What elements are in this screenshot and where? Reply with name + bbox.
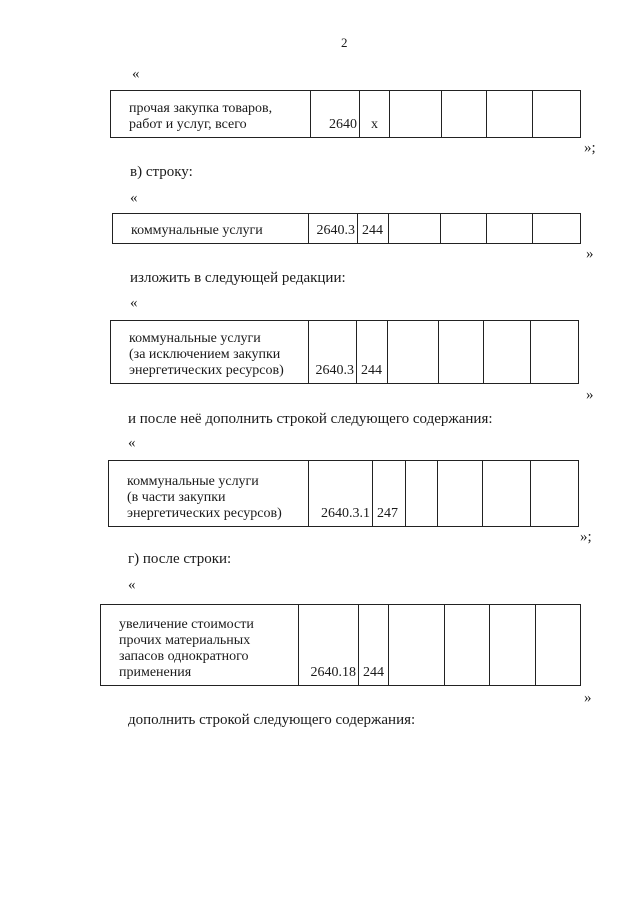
table-row — [113, 214, 581, 244]
open-quote: « — [130, 295, 138, 311]
budget-table-fragment — [110, 320, 579, 384]
close-quote: » — [584, 690, 592, 706]
budget-table-fragment — [108, 460, 579, 527]
table-row — [101, 605, 581, 686]
empty-cell — [484, 321, 531, 384]
instruction-text: в) строку: — [130, 164, 193, 180]
row-kosgu: 244 — [359, 605, 389, 686]
budget-table-fragment — [110, 90, 581, 138]
row-code: 2640.3 — [309, 321, 357, 384]
open-quote: « — [128, 577, 136, 593]
close-quote: » — [586, 246, 594, 262]
row-name: коммунальные услуги (в части закупки энергетических ресурсов) — [109, 461, 309, 527]
empty-cell — [442, 91, 487, 138]
row-kosgu: х — [360, 91, 390, 138]
empty-cell — [487, 91, 533, 138]
empty-cell — [445, 605, 490, 686]
empty-cell — [531, 321, 579, 384]
instruction-text: и после неё дополнить строкой следующего содержания: — [128, 411, 493, 427]
budget-table-fragment — [112, 213, 581, 244]
close-quote: » — [586, 387, 594, 403]
row-name: коммунальные услуги — [113, 214, 309, 244]
row-code: 2640.18 — [299, 605, 359, 686]
empty-cell — [487, 214, 533, 244]
close-quote: »; — [584, 140, 596, 156]
open-quote: « — [128, 435, 136, 451]
empty-cell — [389, 214, 441, 244]
table-row — [109, 461, 579, 527]
row-kosgu: 244 — [357, 321, 388, 384]
row-kosgu: 247 — [373, 461, 406, 527]
empty-cell — [536, 605, 581, 686]
empty-cell — [533, 214, 581, 244]
instruction-text: изложить в следующей редакции: — [130, 270, 346, 286]
empty-cell — [406, 461, 438, 527]
row-kosgu: 244 — [358, 214, 389, 244]
empty-cell — [531, 461, 579, 527]
row-code: 2640.3.1 — [309, 461, 373, 527]
budget-table-fragment — [100, 604, 581, 686]
row-name: коммунальные услуги (за исключением закупки энергетических ресурсов) — [111, 321, 309, 384]
row-name: увеличение стоимости прочих материальных запасов однократного применения — [101, 605, 299, 686]
table-row — [111, 91, 581, 138]
instruction-text: г) после строки: — [128, 551, 232, 567]
page-number: 2 — [341, 35, 348, 50]
table-row — [111, 321, 579, 384]
open-quote: « — [132, 66, 140, 82]
row-code: 2640 — [311, 91, 360, 138]
row-code: 2640.3 — [309, 214, 358, 244]
empty-cell — [483, 461, 531, 527]
empty-cell — [490, 605, 536, 686]
close-quote: »; — [580, 529, 592, 545]
empty-cell — [533, 91, 581, 138]
empty-cell — [390, 91, 442, 138]
empty-cell — [438, 461, 483, 527]
closing-text: дополнить строкой следующего содержания: — [128, 712, 416, 728]
empty-cell — [388, 321, 439, 384]
row-name: прочая закупка товаров, работ и услуг, всего — [111, 91, 311, 138]
open-quote: « — [130, 190, 138, 206]
empty-cell — [389, 605, 445, 686]
empty-cell — [441, 214, 487, 244]
empty-cell — [439, 321, 484, 384]
